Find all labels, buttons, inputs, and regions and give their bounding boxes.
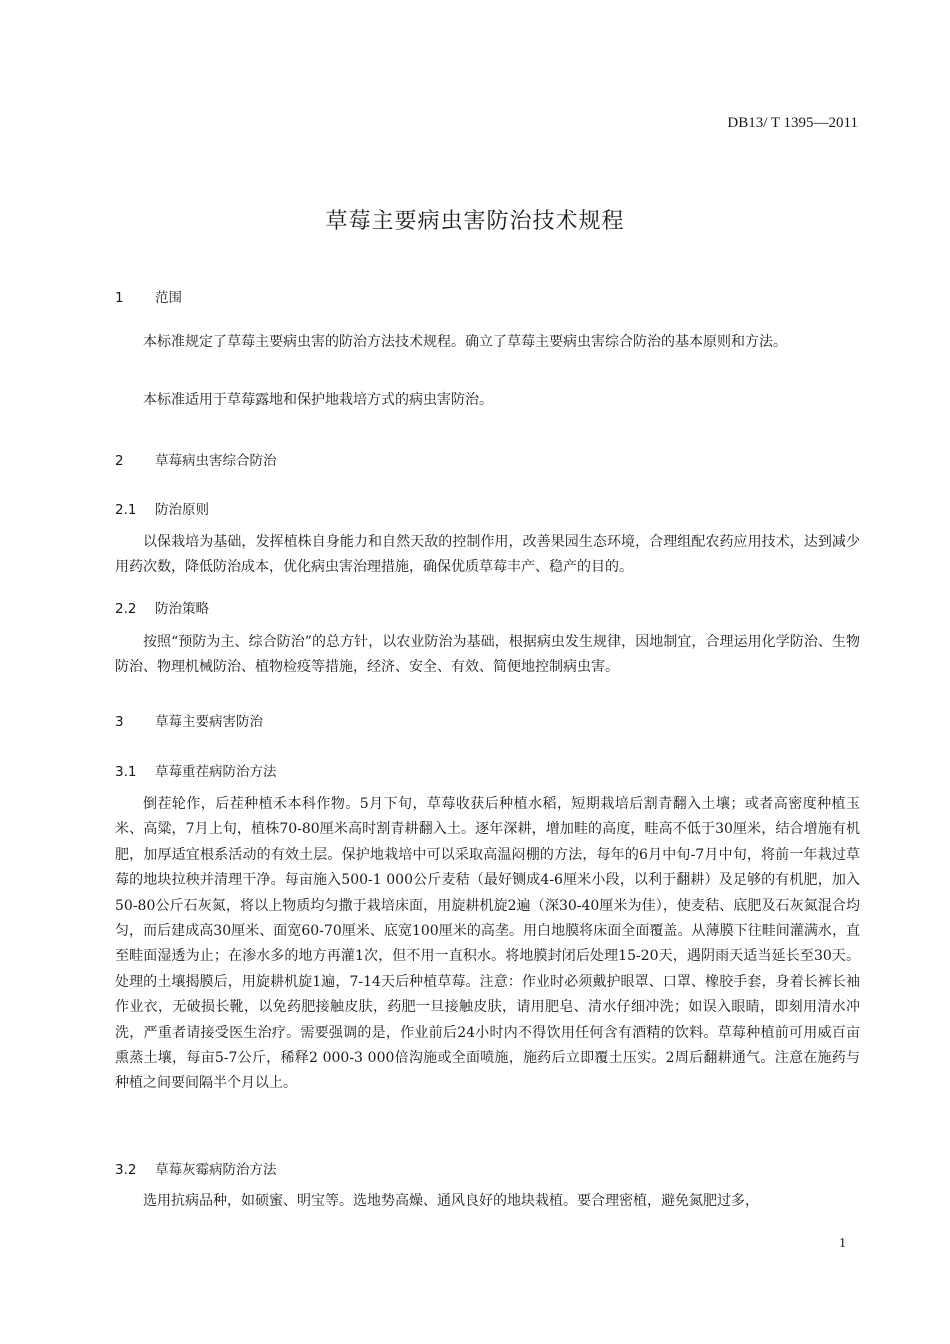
- section-3-2-paragraph: 选用抗病品种，如硕蜜、明宝等。选地势高燥、通风良好的地块栽植。要合理密植，避免氮肥过多，: [143, 1193, 759, 1209]
- section-2-heading: [115, 449, 277, 469]
- section-2-1-heading: [115, 498, 209, 518]
- section-2-2-paragraph: 按照“预防为主、综合防治”的总方针，以农业防治为基础，根据病虫发生规律，因地制宜，合理运用化学防治、生物防治、物理机械防治、植物检疫等措施，经济、安全、有效、简便地控制病虫害。: [115, 634, 860, 676]
- section-1-heading: [115, 286, 182, 306]
- section-title: 防治策略: [155, 601, 209, 617]
- section-title: 防治原则: [155, 502, 209, 518]
- section-1-paragraph-2: 本标准适用于草莓露地和保护地栽培方式的病虫害防治。: [143, 392, 493, 408]
- section-3-1-paragraph: 倒茬轮作，后茬种植禾本科作物。5月下旬，草莓收获后种植水稻，短期栽培后割青翻入土壤；或者高密度种植玉米、高粱，7月上旬，植株70-80厘米高时割青耕翻入土。逐年深耕，增加畦的高度，畦高不低于30厘米，结合增施有机肥，加厚适宜根系活动的有效土层。保护地栽培中可以采取高温闷棚的方法，每年的6月中旬-7月中旬，将前一年栽过草莓的地块拉秧并清理干净。每亩施入500-1 000公斤麦秸（最好铡成4-6厘米小段，以利于翻耕）及足够的有机肥，加入50-80公斤石灰氮，将以上物质均匀撒于栽培床面，用旋耕机旋2遍（深30-40厘米为佳），使麦秸、底肥及石灰氮混合均匀，而后建成高30厘米、面宽60-70厘米、底宽100厘米的高垄。用白地膜将床面全面覆盖。从薄膜下往畦间灌满水，直至畦面湿透为止；在渗水多的地方再灌1次，但不用一直积水。将地膜封闭后处理15-20天，遇阴雨天适当延长至30天。处理的土壤揭膜后，用旋耕机旋1遍，7-14天后种植草莓。注意：作业时必须戴护眼罩、口罩、橡胶手套，身着长裤长袖作业衣，无破损长靴，以免药肥接触皮肤，药肥一旦接触皮肤，请用肥皂、清水仔细冲洗；如误入眼睛，即刻用清水冲洗，严重者请接受医生治疗。需要强调的是，作业前后24小时内不得饮用任何含有酒精的饮料。草莓种植前可用威百亩熏蒸土壤，每亩5-7公斤，稀释2 000-3 000倍沟施或全面喷施，施药后立即覆土压实。2周后翻耕通气。注意在施药与种植之间要间隔半个月以上。: [115, 796, 860, 1092]
- document-title: 草莓主要病虫害防治技术规程: [325, 209, 625, 234]
- section-number: 3.2: [115, 1162, 137, 1178]
- section-3-heading: [115, 710, 263, 730]
- section-number: 2.2: [115, 601, 137, 617]
- section-title: 草莓病虫害综合防治: [155, 453, 277, 469]
- section-3-2-heading: [115, 1158, 277, 1178]
- section-2-1-paragraph: 以保栽培为基础，发挥植株自身能力和自然天敌的控制作用，改善果园生态环境，合理组配农药应用技术，达到减少用药次数，降低防治成本，优化病虫害治理措施，确保优质草莓丰产、稳产的目的。: [115, 534, 860, 576]
- section-number: 3.1: [115, 764, 137, 780]
- section-title: 草莓重茬病防治方法: [155, 764, 277, 780]
- standard-code: DB13/ T 1395—2011: [727, 115, 858, 131]
- section-number: 2: [115, 453, 124, 469]
- page-number: 1: [839, 1236, 846, 1251]
- section-1-paragraph-1: 本标准规定了草莓主要病虫害的防治方法技术规程。确立了草莓主要病虫害综合防治的基本原则和方法。: [143, 334, 787, 350]
- section-number: 1: [115, 290, 124, 306]
- section-title: 草莓主要病害防治: [155, 714, 263, 730]
- section-number: 2.1: [115, 502, 137, 518]
- section-title: 草莓灰霉病防治方法: [155, 1162, 277, 1178]
- section-2-2-heading: [115, 597, 209, 617]
- section-3-1-heading: [115, 760, 277, 780]
- section-number: 3: [115, 714, 124, 730]
- section-title: 范围: [155, 290, 182, 306]
